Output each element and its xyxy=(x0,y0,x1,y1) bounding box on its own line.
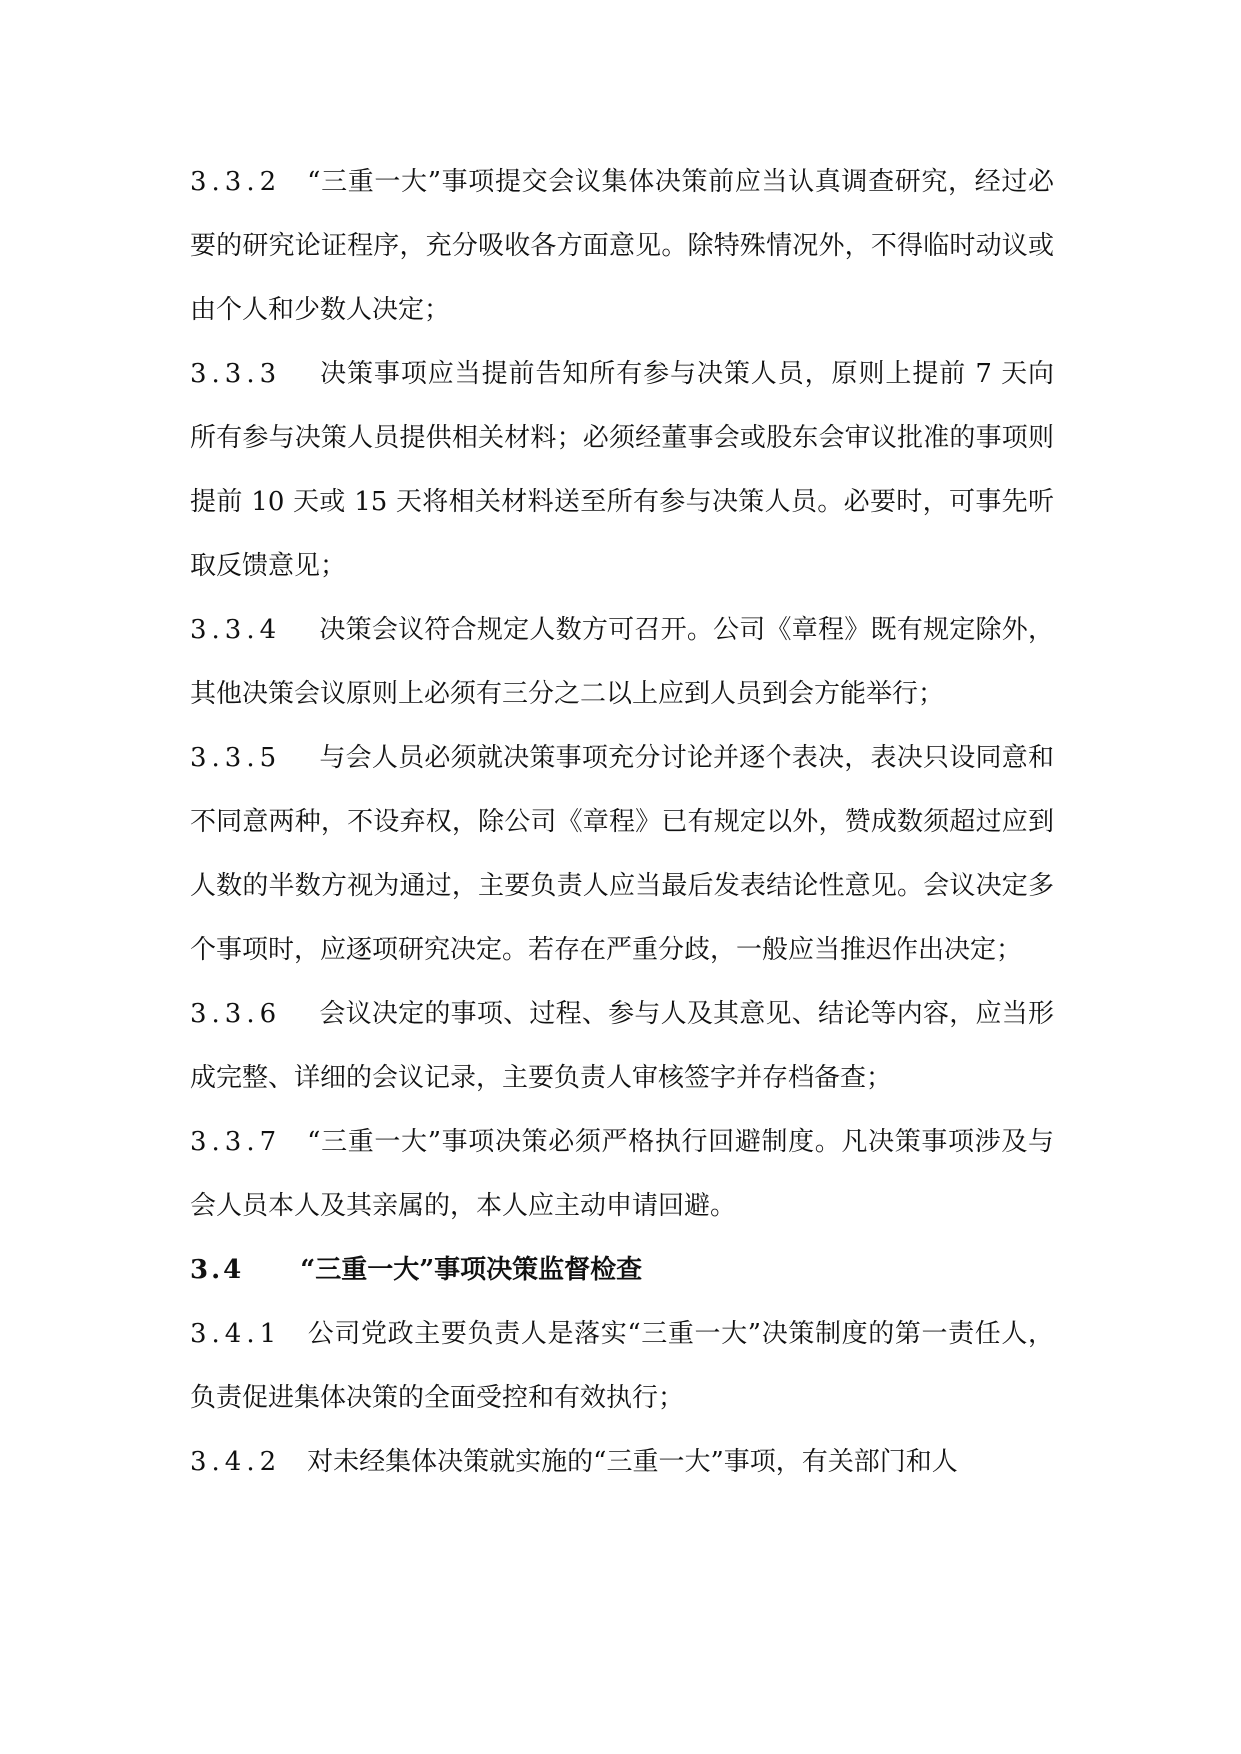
clause-number: 3.3.3 xyxy=(190,359,282,389)
clause-text: 决策会议符合规定人数方可召开。公司《章程》既有规定除外，其他决策会议原则上必须有三分之二以上应到人员到会方能举行； xyxy=(190,615,1054,709)
clause-text: 与会人员必须就决策事项充分讨论并逐个表决，表决只设同意和不同意两种，不设弃权，除公司《章程》已有规定以外，赞成数须超过应到人数的半数方视为通过，主要负责人应当最后发表结论性意见。会议决定多个事项时，应逐项研究决定。若存在严重分歧，一般应当推迟作出决定； xyxy=(190,743,1054,965)
section-number: 3.4 xyxy=(190,1255,245,1285)
clause-number: 3.3.7 xyxy=(190,1127,282,1157)
clause-3-3-3 xyxy=(190,342,1054,598)
clause-number: 3.3.4 xyxy=(190,615,282,645)
clause-number: 3.3.6 xyxy=(190,999,282,1029)
clause-text: 公司党政主要负责人是落实“三重一大”决策制度的第一责任人，负责促进集体决策的全面受控和有效执行； xyxy=(190,1319,1054,1413)
document-body xyxy=(190,150,1054,1494)
clause-number: 3.4.1 xyxy=(190,1319,282,1349)
clause-number: 3.3.5 xyxy=(190,743,282,773)
clause-number: 3.3.2 xyxy=(190,167,282,197)
clause-text: 会议决定的事项、过程、参与人及其意见、结论等内容，应当形成完整、详细的会议记录，主要负责人审核签字并存档备查； xyxy=(190,999,1054,1093)
section-heading-3-4 xyxy=(190,1238,1054,1302)
clause-text: “三重一大”事项提交会议集体决策前应当认真调查研究，经过必要的研究论证程序，充分吸收各方面意见。除特殊情况外，不得临时动议或由个人和少数人决定； xyxy=(190,167,1054,325)
clause-3-3-5 xyxy=(190,726,1054,982)
clause-number: 3.4.2 xyxy=(190,1447,282,1477)
clause-text: 决策事项应当提前告知所有参与决策人员，原则上提前 7 天向所有参与决策人员提供相关材料；必须经董事会或股东会审议批准的事项则提前 10 天或 15 天将相关材料送至所有参与决策人员。必要时，可事先听取反馈意见； xyxy=(190,359,1054,581)
clause-3-4-1 xyxy=(190,1302,1054,1430)
clause-text: “三重一大”事项决策必须严格执行回避制度。凡决策事项涉及与会人员本人及其亲属的，本人应主动申请回避。 xyxy=(190,1127,1054,1221)
clause-3-4-2 xyxy=(190,1430,1054,1494)
clause-3-3-4 xyxy=(190,598,1054,726)
section-title: “三重一大”事项决策监督检查 xyxy=(300,1255,643,1285)
clause-text: 对未经集体决策就实施的“三重一大”事项，有关部门和人 xyxy=(307,1447,958,1477)
clause-3-3-2 xyxy=(190,150,1054,342)
clause-3-3-6 xyxy=(190,982,1054,1110)
clause-3-3-7 xyxy=(190,1110,1054,1238)
